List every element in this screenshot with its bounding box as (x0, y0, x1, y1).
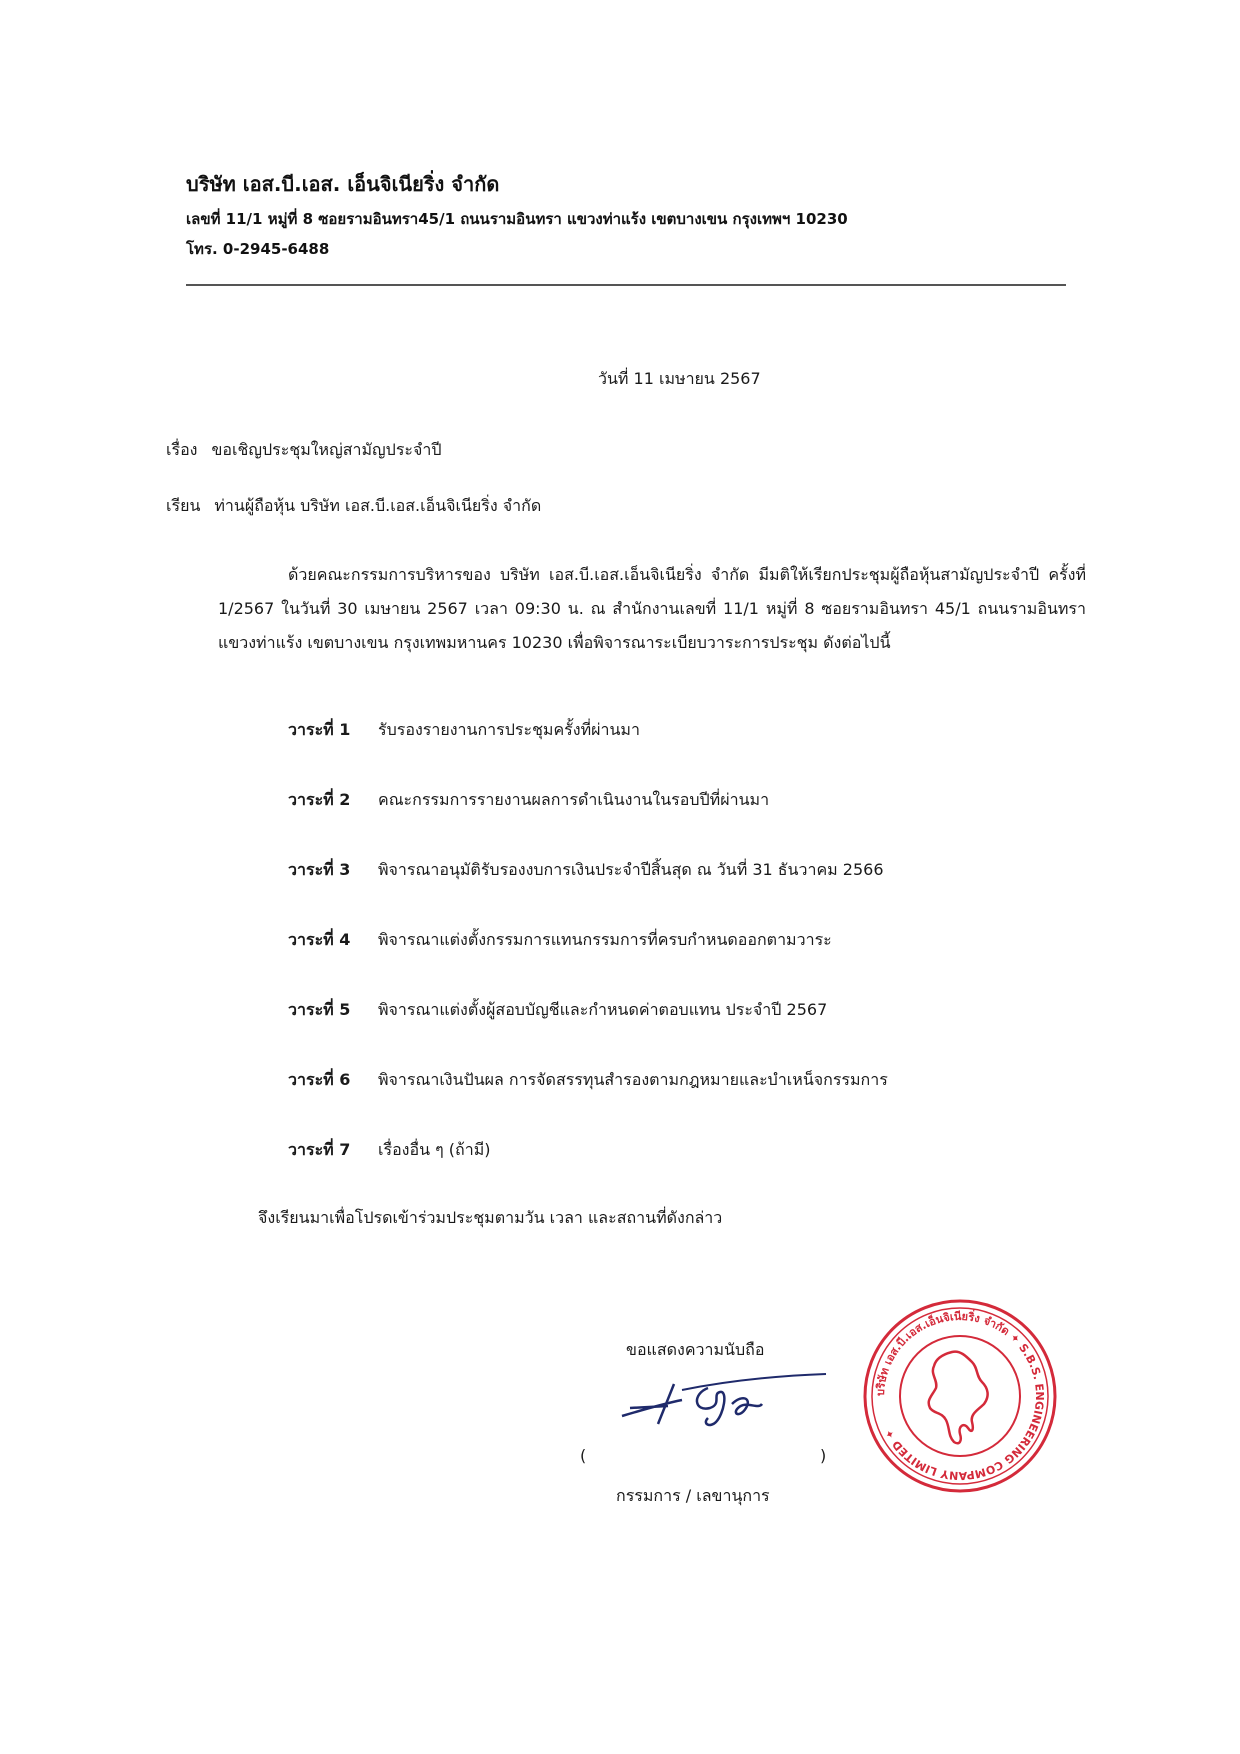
agenda-item (288, 788, 1088, 858)
recipient-text: ท่านผู้ถือหุ้น บริษัท เอส.บี.เอส.เอ็นจิเนียริ่ง จำกัด (214, 496, 542, 515)
company-seal-stamp (860, 1296, 1060, 1496)
agenda-item (288, 1138, 1088, 1208)
date-line: วันที่ 11 เมษายน 2567 (598, 369, 761, 388)
subject-text: ขอเชิญประชุมใหญ่สามัญประจำปี (211, 440, 442, 459)
signer-title: กรรมการ / เลขานุการ (616, 1486, 770, 1505)
subject-label: เรื่อง (166, 440, 198, 459)
signer-name-close-paren: ) (820, 1446, 827, 1465)
agenda-label: วาระที่ 2 (288, 790, 351, 809)
agenda-label: วาระที่ 5 (288, 1000, 351, 1019)
subject-line (166, 438, 442, 463)
agenda-text: พิจารณาแต่งตั้งกรรมการแทนกรรมการที่ครบกำหนดออกตามวาระ (378, 930, 832, 949)
company-name: บริษัท เอส.บี.เอส. เอ็นจิเนียริ่ง จำกัด (186, 172, 500, 196)
agenda-label: วาระที่ 1 (288, 720, 351, 739)
agenda-label: วาระที่ 6 (288, 1070, 351, 1089)
agenda-item (288, 718, 1088, 788)
agenda-label: วาระที่ 4 (288, 930, 351, 949)
agenda-item (288, 998, 1088, 1068)
company-address: เลขที่ 11/1 หมู่ที่ 8 ซอยรามอินทรา45/1 ถนนรามอินทรา แขวงท่าแร้ง เขตบางเขน กรุงเทพฯ 10230 (186, 210, 848, 228)
agenda-text: พิจารณาเงินปันผล การจัดสรรทุนสำรองตามกฎหมายและบำเหน็จกรรมการ (378, 1070, 888, 1089)
agenda-label: วาระที่ 3 (288, 860, 351, 879)
company-phone: โทร. 0-2945-6488 (186, 240, 330, 258)
agenda-text: คณะกรรมการรายงานผลการดำเนินงานในรอบปีที่ผ่านมา (378, 790, 770, 809)
svg-text:บริษัท เอส.บี.เอส.เอ็นจิเนียริ: บริษัท เอส.บี.เอส.เอ็นจิเนียริ่ง จำกัด ✦ S.B.S. ENGINEERING COMPANY LIMITED ✦ (873, 1309, 1047, 1483)
body-paragraph: ด้วยคณะกรรมการบริหารของ บริษัท เอส.บี.เอส.เอ็นจิเนียริ่ง จำกัด มีมติให้เรียกประชุมผู้ถือหุ้นสามัญประจำปี ครั้งที่ 1/2567 ในวันที่ 30 เมษายน 2567 เวลา 09:30 น. ณ สำนักงานเลขที่ 11/1 หมู่ที่ 8 ซอยรามอินทรา 45/1 ถนนรามอินทรา แขวงท่าแร้ง เขตบางเขน กรุงเทพมหานคร 10230 เพื่อพิจารณาระเบียบวาระการประชุม ดังต่อไปนี้ (218, 565, 1086, 652)
closing-line: จึงเรียนมาเพื่อโปรดเข้าร่วมประชุมตามวัน เวลา และสถานที่ดังกล่าว (258, 1208, 723, 1227)
agenda-list (288, 718, 1088, 1208)
agenda-text: รับรองรายงานการประชุมครั้งที่ผ่านมา (378, 720, 640, 739)
agenda-text: พิจารณาแต่งตั้งผู้สอบบัญชีและกำหนดค่าตอบแทน ประจำปี 2567 (378, 1000, 828, 1019)
header-divider (186, 284, 1066, 286)
agenda-item (288, 1068, 1088, 1138)
agenda-text: เรื่องอื่น ๆ (ถ้ามี) (378, 1140, 491, 1159)
agenda-label: วาระที่ 7 (288, 1140, 351, 1159)
recipient-label: เรียน (166, 496, 201, 515)
recipient-line (166, 494, 541, 519)
agenda-item (288, 858, 1088, 928)
signature (612, 1364, 832, 1434)
agenda-text: พิจารณาอนุมัติรับรองงบการเงินประจำปีสิ้นสุด ณ วันที่ 31 ธันวาคม 2566 (378, 860, 884, 879)
regards-text: ขอแสดงความนับถือ (626, 1340, 765, 1359)
signer-name-open-paren: ( (580, 1446, 587, 1465)
agenda-item (288, 928, 1088, 998)
